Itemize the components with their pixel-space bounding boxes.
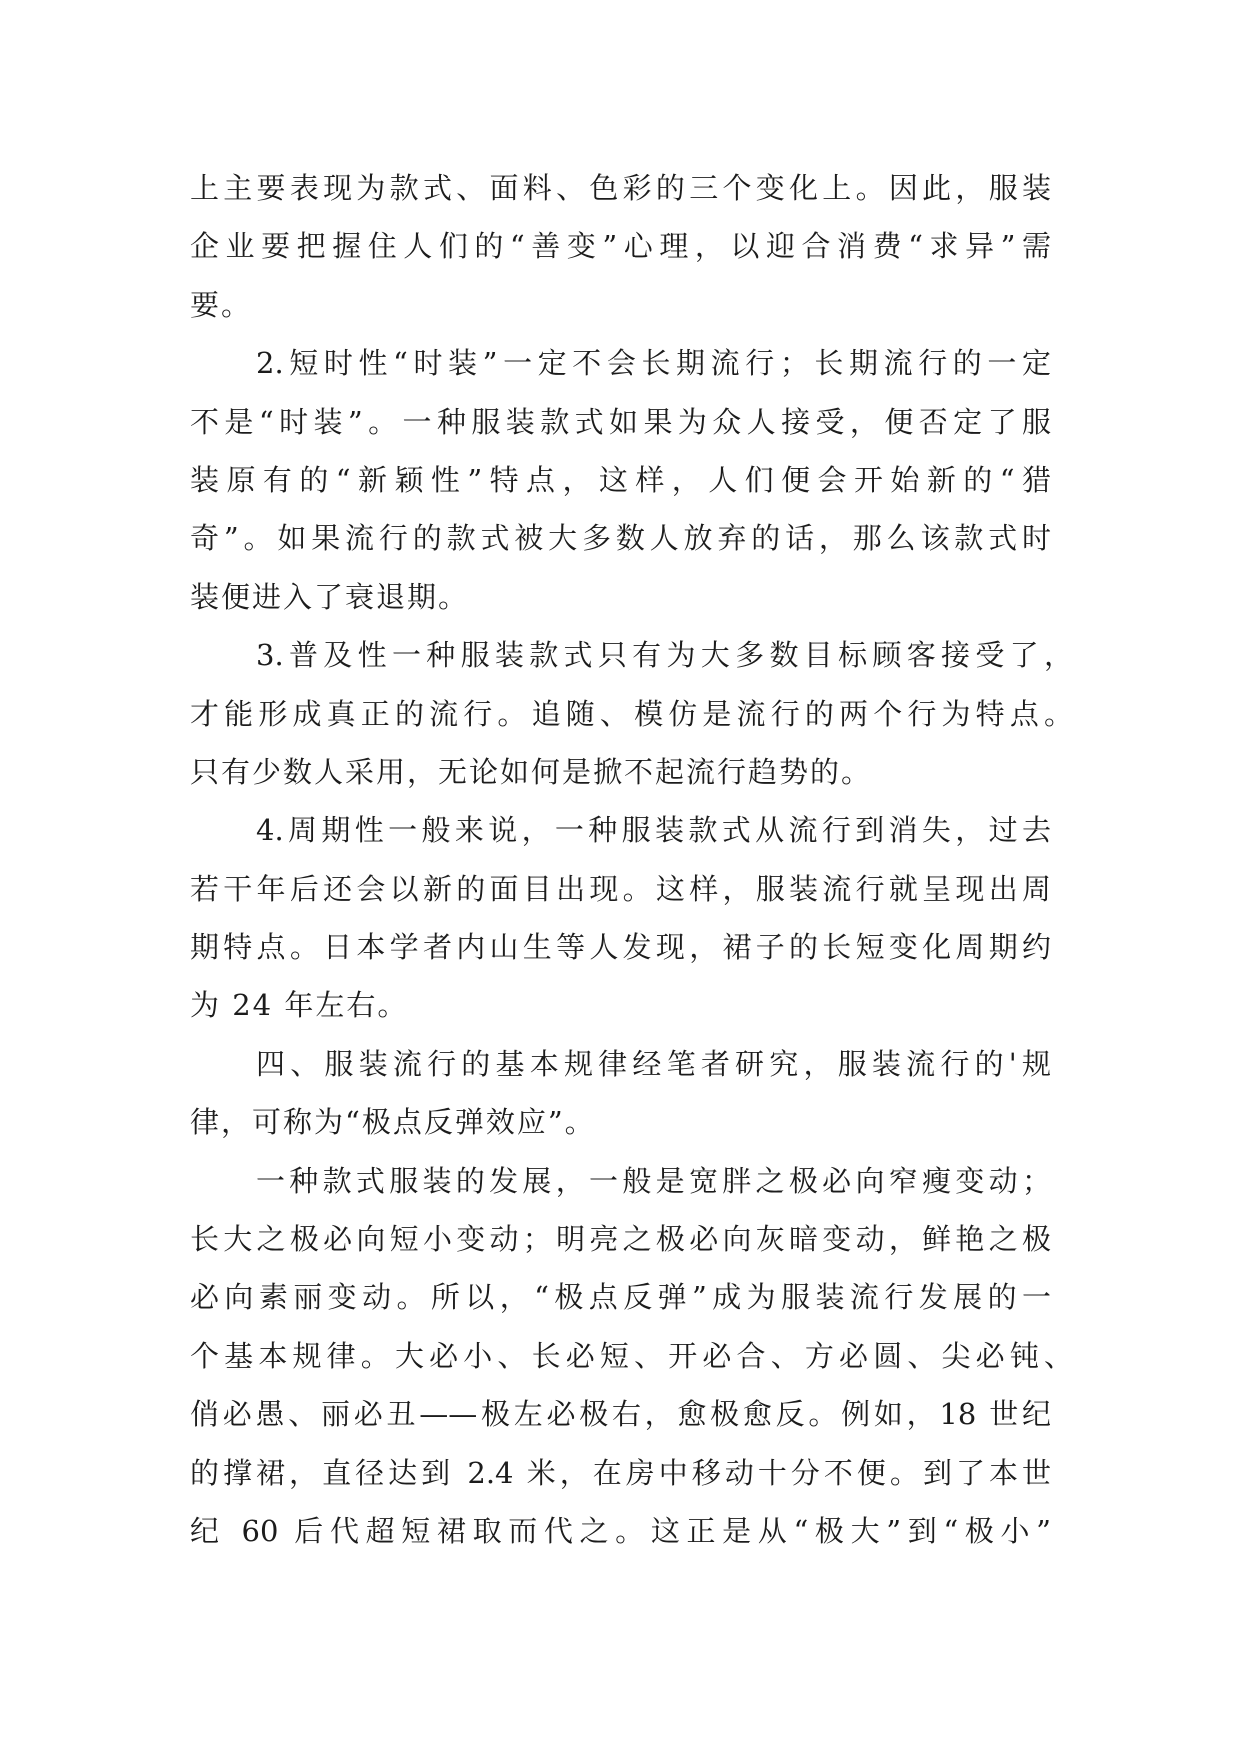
text-line: 企业要把握住人们的“善变”心理，以迎合消费“求异”需 bbox=[190, 229, 1051, 264]
page-body bbox=[190, 159, 1073, 1560]
text-line: 上主要表现为款式、面料、色彩的三个变化上。因此，服装 bbox=[190, 171, 1051, 205]
text-line: 4.周期性一般来说，一种服装款式从流行到消失，过去 bbox=[256, 813, 1051, 848]
text-line: 装原有的“新颖性”特点，这样，人们便会开始新的“猎 bbox=[190, 462, 1051, 497]
text-line: 期特点。日本学者内山生等人发现，裙子的长短变化周期约 bbox=[190, 930, 1051, 965]
text-line: 若干年后还会以新的面目出现。这样，服装流行就呈现出周 bbox=[190, 871, 1051, 906]
text-line: 俏必愚、丽必丑——极左必极右，愈极愈反。例如，18 世纪 bbox=[190, 1397, 1051, 1432]
text-line: 3.普及性一种服装款式只有为大多数目标顾客接受了， bbox=[256, 638, 1073, 673]
text-line: 的撑裙，直径达到 2.4 米，在房中移动十分不便。到了本世 bbox=[190, 1455, 1051, 1490]
text-line: 要。 bbox=[190, 287, 253, 322]
paragraph-periodicity bbox=[190, 801, 1073, 1035]
text-line: 不是“时装”。一种服装款式如果为众人接受，便否定了服 bbox=[190, 404, 1051, 439]
text-line: 装便进入了衰退期。 bbox=[190, 579, 470, 614]
text-line: 只有少数人采用，无论如何是掀不起流行趋势的。 bbox=[190, 754, 873, 789]
text-line: 纪 60 后代超短裙取而代之。这正是从“极大”到“极小” bbox=[190, 1513, 1051, 1548]
text-line: 长大之极必向短小变动；明亮之极必向灰暗变动，鲜艳之极 bbox=[190, 1222, 1051, 1257]
paragraph-rebound-effect bbox=[190, 1152, 1073, 1561]
text-line: 2.短时性“时装”一定不会长期流行；长期流行的一定 bbox=[256, 346, 1051, 381]
paragraph-popularity bbox=[190, 626, 1073, 801]
text-line: 律，可称为“极点反弹效应”。 bbox=[190, 1105, 596, 1140]
text-line: 奇”。如果流行的款式被大多数人放弃的话，那么该款式时 bbox=[190, 521, 1051, 556]
text-line: 个基本规律。大必小、长必短、开必合、方必圆、尖必钝、 bbox=[190, 1338, 1073, 1373]
text-line: 四、服装流行的基本规律经笔者研究，服装流行的'规 bbox=[256, 1046, 1051, 1081]
text-line: 一种款式服装的发展，一般是宽胖之极必向窄瘦变动； bbox=[256, 1163, 1051, 1198]
text-line: 才能形成真正的流行。追随、模仿是流行的两个行为特点。 bbox=[190, 696, 1073, 731]
paragraph-short-term bbox=[190, 334, 1073, 626]
text-line: 为 24 年左右。 bbox=[190, 988, 409, 1023]
paragraph-continued bbox=[190, 159, 1073, 334]
paragraph-section-four-heading bbox=[190, 1035, 1073, 1152]
text-line: 必向素丽变动。所以，“极点反弹”成为服装流行发展的一 bbox=[190, 1280, 1051, 1315]
